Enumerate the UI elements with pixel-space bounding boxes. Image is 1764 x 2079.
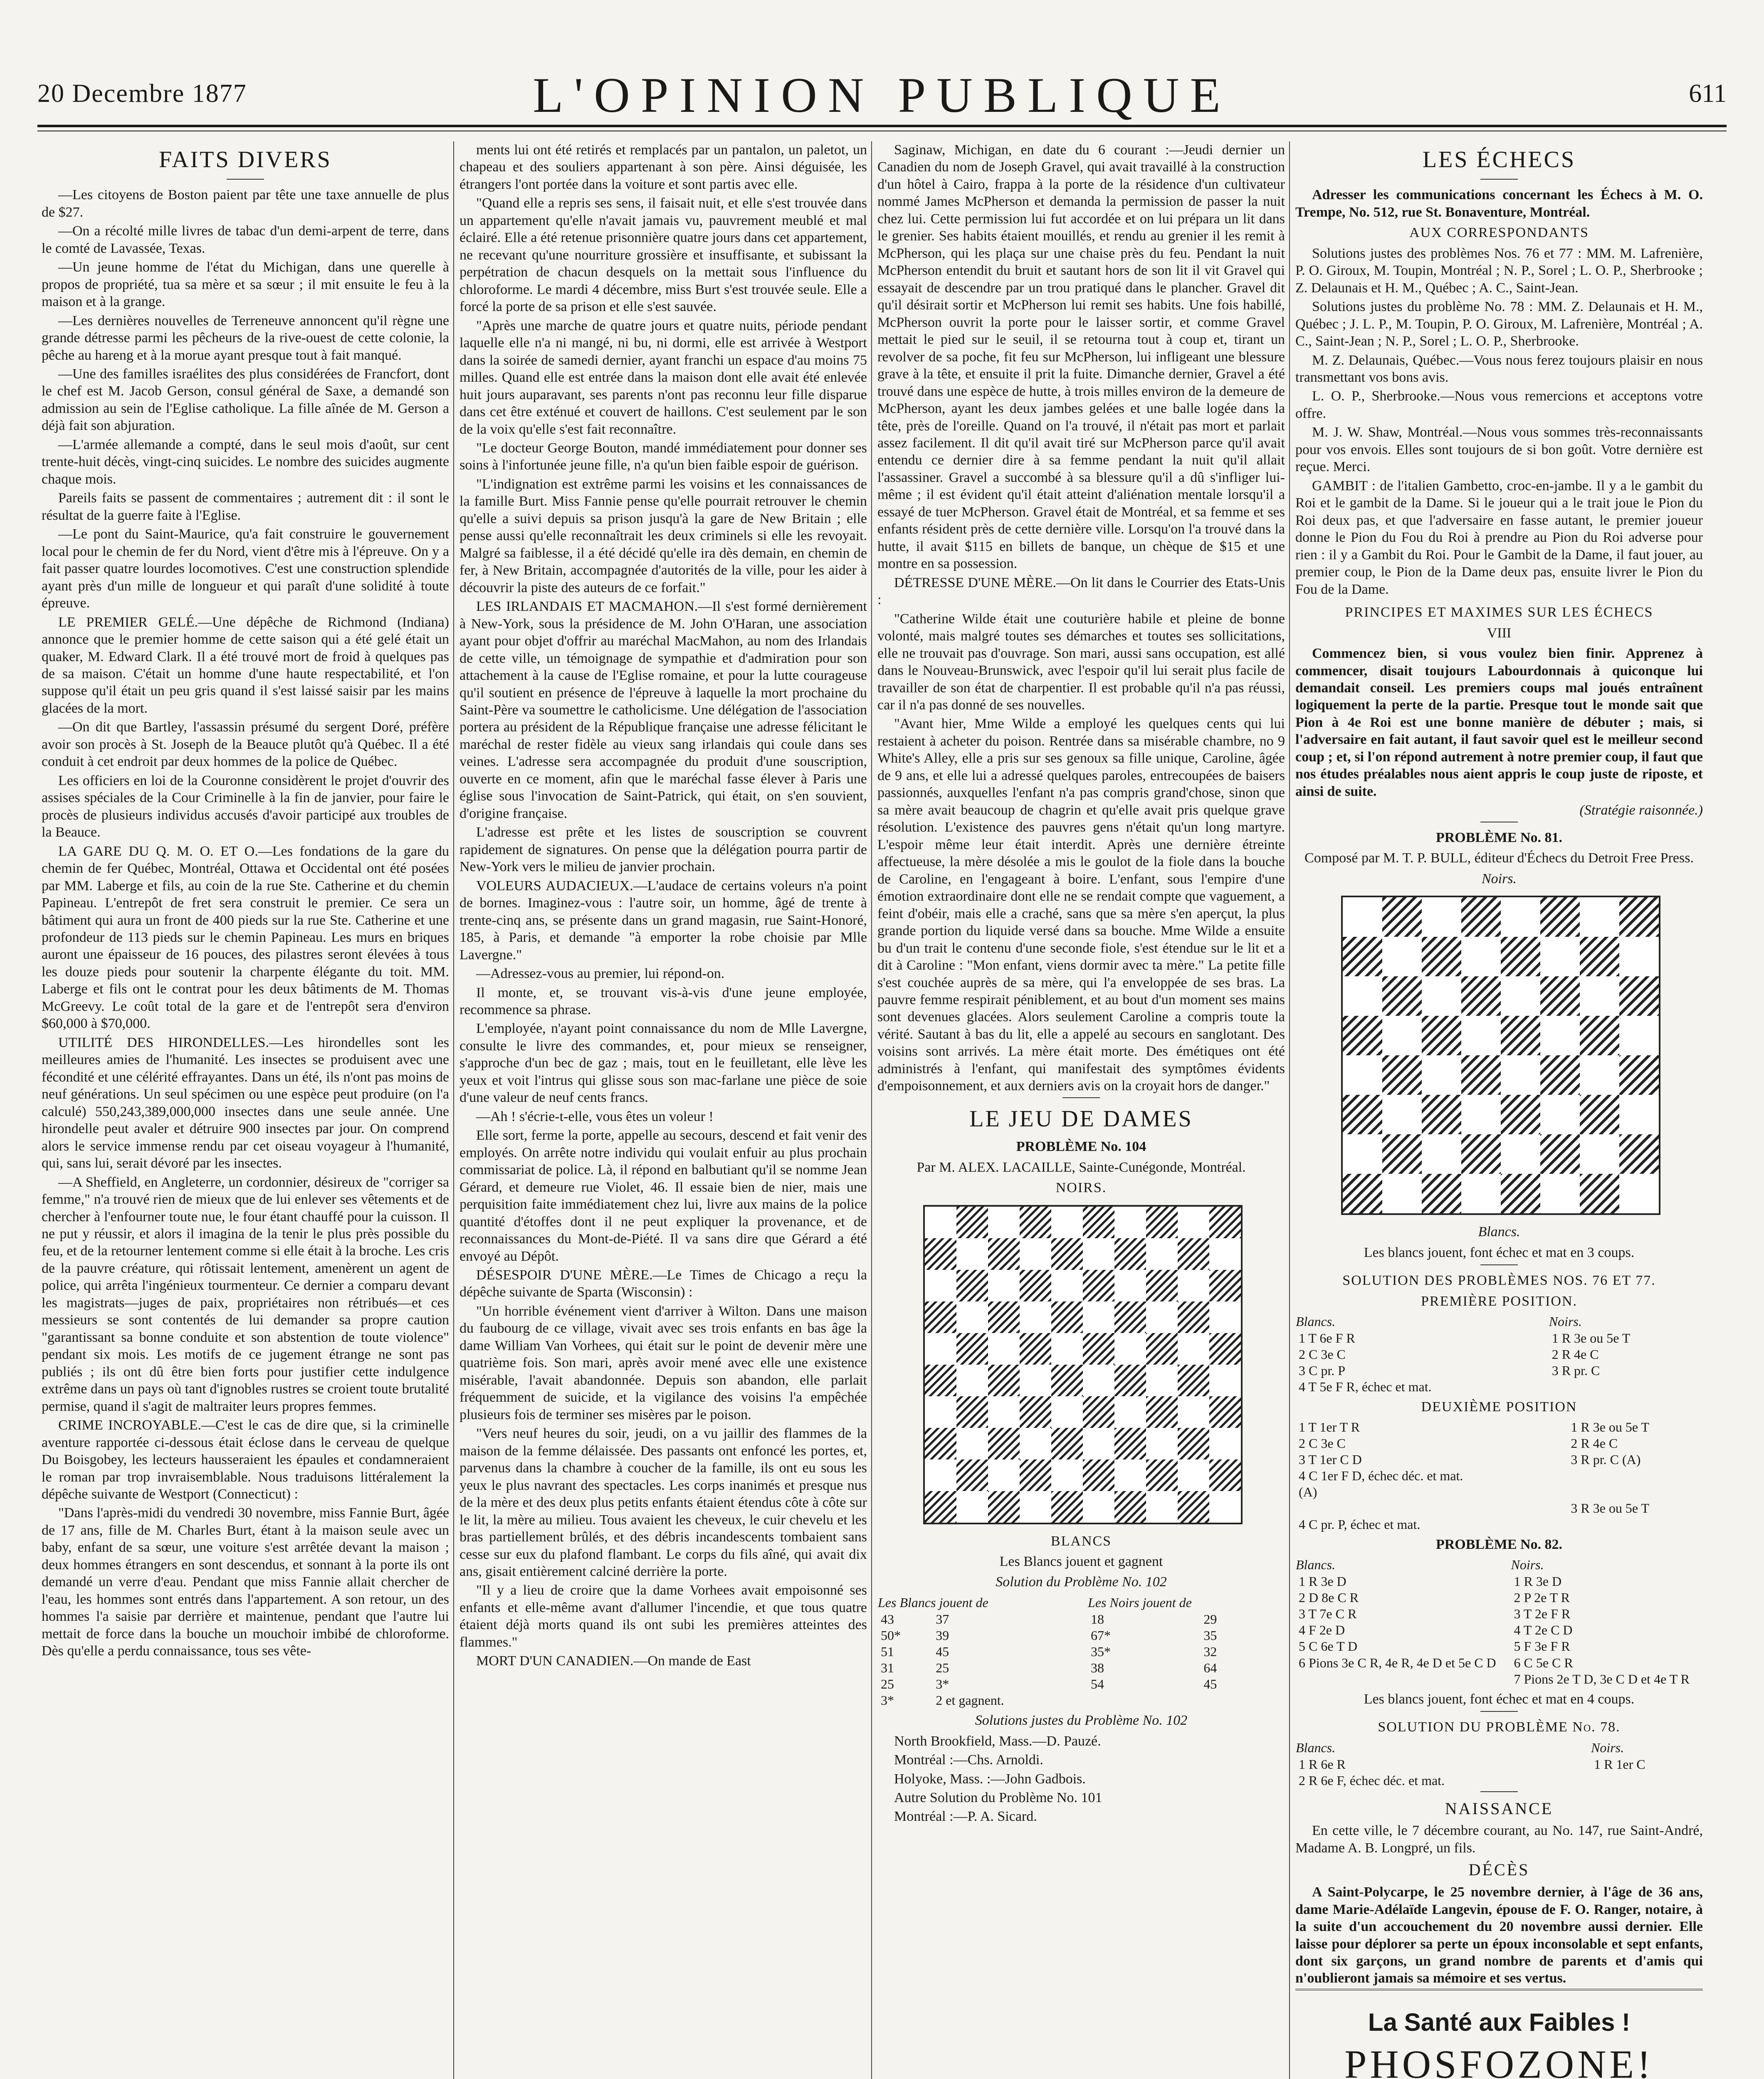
move-row [1295, 1638, 1703, 1654]
board-dark-square [1178, 1301, 1209, 1333]
board-dark-square [1422, 937, 1461, 976]
section-rule [227, 179, 264, 180]
article-paragraph: "Catherine Wilde était une couturière habile et pleine de bonne volonté, mais malgré toutes ses démarches et toutes ses sollicitations, elle ne trouvait pas d'ouvrage. Son mari, aussi sans occupation, est allé dans le Nouveau-Brunswick, avec l'espoir qu'il lui serait plus facile de travailler de son état de charpentier. Il est probable qu'il n'a pas réussi, car il n'a pas donné de ses nouvelles. [877, 611, 1285, 713]
board-dark-square [925, 1428, 956, 1459]
column-two-body [460, 141, 867, 1670]
article-paragraph: GAMBIT : de l'italien Gambetto, croc-en-jambe. Il y a le gambit du Roi et le gambit de la Dame. Si le joueur qui a le trait joue le Pion du Roi deux pas, et que l'adversaire en fasse autant, le premier joueur donne le Pion du Fou du Roi à prendre au Pion du Roi adverse pour rien : il y a Gambit du Roi. Pour le Gambit de la Dame, il faut jouer, au premier coup, le Pion de la Dame deux pas, ensuite livrer le Pion du Fou de la Dame. [1295, 478, 1703, 597]
phosfozone-ad [1295, 1989, 1703, 2079]
board-dark-square [1422, 1174, 1461, 1213]
move-cell: 45 [936, 1644, 949, 1659]
dames-head-left: Les Blancs jouent de [878, 1595, 988, 1610]
move-cell: 3 R pr. C [1552, 1363, 1600, 1378]
move-cell: 4 F 2e D [1299, 1622, 1345, 1638]
move-row [1295, 1590, 1703, 1606]
page-number: 611 [1689, 79, 1727, 108]
move-cell: 4 C pr. P, échec et mat. [1299, 1516, 1421, 1532]
board-dark-square [1343, 1095, 1382, 1134]
board-dark-square [1382, 1055, 1422, 1095]
problem-81-author: Composé par M. T. P. BULL, éditeur d'Échecs du Detroit Free Press. [1304, 850, 1694, 866]
move-cell: 45 [1203, 1677, 1217, 1692]
column-echecs [1295, 141, 1703, 2079]
dames-solution-title: Solution du Problème No. 102 [996, 1574, 1167, 1590]
move-row [1295, 1452, 1703, 1468]
move-row [1295, 1655, 1703, 1671]
deces-title: DÉCÈS [1468, 1860, 1530, 1879]
col-noirs: Noirs. [1549, 1314, 1582, 1329]
board-dark-square [1051, 1301, 1083, 1333]
echecs-address: Adresser les communications concernant les Échecs à M. O. Trempe, No. 512, rue St. Bonaventure, Montréal. [1295, 187, 1703, 220]
col-noirs: Noirs. [1591, 1740, 1624, 1755]
board-dark-square [1083, 1270, 1114, 1301]
board-dark-square [1501, 1174, 1540, 1213]
move-cell: 3 R 3e ou 5e T [1571, 1500, 1650, 1516]
move-row [1295, 1516, 1703, 1533]
board-dark-square [1619, 1134, 1659, 1174]
article-paragraph: —Adressez-vous au premier, lui répond-on. [476, 966, 725, 982]
second-position-table [1295, 1419, 1703, 1533]
article-paragraph: Solutions justes des problèmes Nos. 76 et 77 : MM. M. Lafrenière, P. O. Giroux, M. Toupin, Montréal ; N. P., Sorel ; L. O. P., Sherbrooke ; Z. Delaunais et H. M., Québec ; A. C., Saint-Jean. [1295, 245, 1703, 296]
board-dark-square [988, 1365, 1020, 1396]
solution-78-table [1295, 1739, 1703, 1789]
move-cell: 3 R pr. C (A) [1571, 1452, 1641, 1467]
dames-problem-author: Par M. ALEX. LACAILLE, Sainte-Cunégonde, Montréal. [917, 1159, 1246, 1175]
correspondants-body [1295, 245, 1703, 598]
board-dark-square [925, 1301, 956, 1333]
article-paragraph: —Ah ! s'écrie-t-elle, vous êtes un voleur ! [476, 1109, 714, 1124]
move-cell: 35 [1203, 1627, 1217, 1643]
board-dark-square [1146, 1459, 1178, 1491]
move-cell: 35* [1091, 1644, 1111, 1659]
board-dark-square [1020, 1270, 1051, 1301]
ad-title: La Santé aux Faibles ! [1368, 2008, 1631, 2036]
move-cell [1567, 1468, 1703, 1484]
board-dark-square [1051, 1238, 1083, 1270]
board-dark-square [1020, 1459, 1051, 1491]
board-dark-square [1580, 1174, 1619, 1213]
board-dark-square [1540, 976, 1580, 1016]
column-divider [871, 141, 872, 2079]
correspondants-title: AUX CORRESPONDANTS [1409, 225, 1589, 241]
board-dark-square [1461, 1134, 1501, 1174]
section-title-dames: LE JEU DE DAMES [969, 1106, 1193, 1132]
naissance-title: NAISSANCE [1445, 1799, 1554, 1818]
article-paragraph: MORT D'UN CANADIEN.—On mande de East [476, 1653, 751, 1669]
board-dark-square [956, 1396, 988, 1428]
board-dark-square [1540, 1055, 1580, 1095]
board-dark-square [1501, 1016, 1540, 1055]
board-bottom-label: BLANCS [1050, 1533, 1112, 1549]
move-cell: 31 [881, 1660, 894, 1676]
move-cell: 50* [881, 1627, 901, 1643]
column-three-body [877, 141, 1285, 1095]
board-dark-square [1209, 1270, 1241, 1301]
move-cell: 2 C 3e C [1299, 1347, 1346, 1362]
article-paragraph: ments lui ont été retirés et remplacés par un pantalon, un paletot, un chapeau et des souliers appartenant à son père. Ainsi déguisée, les étrangers l'ont portée dans la voiture et sont partis avec elle. [460, 142, 867, 192]
board-dark-square [1020, 1333, 1051, 1365]
checkers-board-svg [923, 1205, 1243, 1524]
article-paragraph: "Après une marche de quatre jours et quatre nuits, période pendant laquelle elle n'a ni mangé, ni bu, ni dormi, elle est arrivée à Westport dans la soirée de samedi dernier, ayant franchi un espace d'au moins 75 milles. Quand elle est entrée dans la maison dont elle avait été enlevée huit jours auparavant, ses parents n'ont pas reconnu leur fille disparue dans cet être exténué et couvert de haillons. C'est seulement par le son de la voix qu'elle s'est fait reconnaître. [460, 318, 867, 437]
move-cell [1295, 1671, 1510, 1687]
board-dark-square [925, 1491, 956, 1523]
dames-moves-table [877, 1594, 1285, 1709]
first-position-table [1295, 1313, 1703, 1395]
move-row [1295, 1671, 1703, 1687]
article-paragraph: North Brookfield, Mass.—D. Pauzé. [894, 1733, 1101, 1749]
article-paragraph: M. Z. Delaunais, Québec.—Vous nous ferez toujours plaisir en nous transmettant vos bons avis. [1295, 352, 1703, 385]
move-cell: 2 R 4e C [1571, 1435, 1618, 1451]
article-paragraph: Pareils faits se passent de commentaires ; autrement dit : il sont le résultat de la guerre faite à l'Eglise. [42, 490, 449, 523]
article-paragraph: L'employée, n'ayant point connaissance du nom de Mlle Lavergne, consulte le livre des commandes, et, pour mieux se renseigner, s'approche d'un bec de gaz ; mais, tout en le feuilletant, elle lève les yeux et voit l'intrus qui glisse sous son mac-farlane une pièce de soie d'une valeur de neuf cents francs. [460, 1021, 867, 1106]
board-dark-square [1114, 1428, 1146, 1459]
board-dark-square [1619, 897, 1659, 937]
board-dark-square [1343, 1016, 1382, 1055]
chess-board [1341, 896, 1657, 1215]
board-dark-square [1146, 1396, 1178, 1428]
board-dark-square [1083, 1396, 1114, 1428]
article-paragraph: DÉSESPOIR D'UNE MÈRE.—Le Times de Chicago a reçu la dépêche suivante de Sparta (Wisconsin) : [460, 1267, 867, 1300]
article-paragraph: —Un jeune homme de l'état du Michigan, dans une querelle à propos de propriété, tua sa mère et sa sœur ; il mit ensuite le feu à la maison et à la grange. [42, 259, 449, 310]
move-cell: 25 [881, 1677, 894, 1692]
principes-number: VIII [1487, 625, 1512, 641]
move-row [1295, 1622, 1703, 1638]
article-paragraph: Solutions justes du problème No. 78 : MM. Z. Delaunais et H. M., Québec ; J. L. P., M. Toupin, P. O. Giroux, M. Lafrenière, Montréal ; A. C., Saint-Jean ; N. P., Sorel ; L. O. P., Sherbrooke. [1295, 299, 1703, 349]
move-cell: 1 T 1er T R [1299, 1419, 1360, 1435]
move-cell: (A) [1299, 1484, 1317, 1499]
article-paragraph: —A Sheffield, en Angleterre, un cordonnier, désireux de "corriger sa femme," n'a trouvé rien de mieux que de lui enlever ses vêtements et de chercher à l'enfourner toute nue, le four étant chauffé pour la cuisson. Il ne put y réussir, et alors il imagina de la tenir le plus près possible du feu, et de la retourner lentement comme si elle était à la broche. Les cris de la pauvre créature, qui rôtissait lentement, amenèrent un agent de police, qui arrêta l'ingénieux tourmenteur. Ce dernier a comparu devant les magistrats—juges de paix, propriétaires non rétribués—et ces messieurs se sont contentés de lui demander sa propre caution "garantissant sa bonne conduite et son abstention de toute violence" pendant six mois. Les motifs de ce jugement étrange ne sont pas publiés ; ils ont dû être bien forts pour justifier cette indulgence extrême dans un pays où tant d'ignobles rustres se croient toute brutalité permise, quand il s'agit de maltraiter leurs propres femmes. [42, 1174, 449, 1414]
board-dark-square [1382, 897, 1422, 937]
move-cell: 2 R 6e F, échec déc. et mat. [1299, 1773, 1445, 1788]
move-cell: 2 C 3e C [1299, 1435, 1346, 1451]
principes-text: Commencez bien, si vous voulez bien finir. Apprenez à commencer, disait toujours Labourdonnais à quiconque lui demandait conseil. Les premiers coups mal joués entraînent logiquement la perte de la partie. Presque tout le monde sait que Pion à 4e Roi est une bonne manière de débuter ; mais, si l'adversaire en fait autant, il faut savoir quel est le meilleur second coup ; et, si l'on répond autrement à notre premier coup, il faut que nos études préalables nous aient appris le coup juste de riposte, et ainsi de suite. [1295, 646, 1703, 799]
board-dark-square [988, 1491, 1020, 1523]
board-dark-square [1501, 937, 1540, 976]
board-dark-square [1146, 1333, 1178, 1365]
board-dark-square [925, 1365, 956, 1396]
col-noirs: Noirs. [1511, 1557, 1544, 1573]
board-dark-square [1209, 1333, 1241, 1365]
board-dark-square [1382, 976, 1422, 1016]
board-dark-square [988, 1238, 1020, 1270]
issue-date: 20 Decembre 1877 [37, 79, 247, 108]
move-row [1295, 1363, 1703, 1379]
board-dark-square [1580, 937, 1619, 976]
section-rule [1062, 1097, 1100, 1098]
article-paragraph: "Quand elle a repris ses sens, il faisait nuit, et elle s'est trouvée dans un appartement qu'elle n'avait jamais vu, pauvrement meublé et mal éclairé. Elle a été retenue prisonnière quatre jours dans cet appartement, ne recevant qu'une nourriture grossière et insuffisante, et subissant la perpétration de chacun desquels on la mettait sous l'influence du chloroforme. Le mardi 4 décembre, miss Burt s'est trouvée seule. Elle a forcé la porte de sa prison et elle s'est sauvée. [460, 195, 867, 315]
move-cell [1200, 1692, 1285, 1709]
board-dark-square [988, 1301, 1020, 1333]
board-dark-square [1540, 1134, 1580, 1174]
article-paragraph: —On dit que Bartley, l'assassin présumé du sergent Doré, préfère avoir son procès à St. Joseph de la Beauce plutôt qu'à Québec. Il a été conduit à cet endroit par deux hommes de la police de Québec. [42, 719, 449, 770]
board-dark-square [1580, 1095, 1619, 1134]
article-paragraph: "Le docteur George Bouton, mandé immédiatement pour donner ses soins à l'infortunée jeune fille, n'a qu'un bien faible espoir de guérison. [460, 440, 867, 473]
board-dark-square [1114, 1238, 1146, 1270]
move-cell: 3* [881, 1693, 894, 1708]
section-title-faits-divers: FAITS DIVERS [159, 147, 332, 173]
move-cell: 1 R 3e ou 5e T [1571, 1419, 1650, 1435]
chess-board-svg [1341, 896, 1660, 1215]
article-paragraph: L. O. P., Sherbrooke.—Nous vous remercions et acceptons votre offre. [1295, 388, 1703, 421]
move-cell: 32 [1203, 1644, 1217, 1659]
move-row [877, 1660, 1285, 1676]
article-paragraph: DÉTRESSE D'UNE MÈRE.—On lit dans le Courrier des Etats-Unis : [877, 575, 1285, 608]
board-top-label: NOIRS. [1055, 1180, 1107, 1196]
article-paragraph: Autre Solution du Problème No. 101 [894, 1790, 1102, 1805]
problem-82-table [1295, 1556, 1703, 1687]
move-row [1295, 1773, 1703, 1789]
board-dark-square [988, 1428, 1020, 1459]
problem-82-caption: Les blancs jouent, font échec et mat en 4 coups. [1364, 1691, 1635, 1707]
first-position-label: PREMIÈRE POSITION. [1421, 1293, 1578, 1309]
move-cell: 39 [936, 1627, 949, 1643]
board-dark-square [956, 1207, 988, 1238]
col-blancs: Blancs. [1296, 1557, 1336, 1573]
move-row [1295, 1606, 1703, 1622]
second-position-label: DEUXIÈME POSITION [1421, 1399, 1577, 1415]
move-cell: 51 [881, 1644, 894, 1659]
principes-source: (Stratégie raisonnée.) [1579, 802, 1703, 818]
move-cell: 2 D 8e C R [1299, 1590, 1359, 1605]
move-row [1295, 1379, 1703, 1395]
board-dark-square [1051, 1491, 1083, 1523]
move-cell [1567, 1484, 1703, 1500]
move-cell: 67* [1091, 1627, 1111, 1643]
board-dark-square [1146, 1207, 1178, 1238]
move-row [877, 1692, 1285, 1709]
dames-solutions-title: Solutions justes du Problème No. 102 [975, 1713, 1188, 1728]
article-paragraph: —Une des familles israélites des plus considérées de Francfort, dont le chef est M. Jacob Gerson, consul général de Saxe, a demandé son admission au sein de l'Eglise catholique. La fille aînée de M. Gerson a déjà fait son abjuration. [42, 366, 449, 434]
article-paragraph: "Dans l'après-midi du vendredi 30 novembre, miss Fannie Burt, âgée de 17 ans, fille de M. Charles Burt, étant à la maison seule avec un baby, enfant de sa sœur, une voiture s'est arrêtée devant la maison ; deux hommes étrangers en sont descendus, et sonnant à la porte ils ont demandé un verre d'eau. Pendant que miss Fannie allait chercher de l'eau, les hommes sont entrés dans l'appartement. A son retour, un des hommes l'a saisie par derrière et maintenue, pendant que l'autre lui mettait de force dans la bouche un mouchoir imbibé de chloroforme. Dès qu'elle a perdu connaissance, tous ses vête- [42, 1505, 449, 1659]
board-dark-square [1343, 937, 1382, 976]
dames-caption: Les Blancs jouent et gagnent [999, 1553, 1163, 1569]
move-cell: 3 T 1er C D [1299, 1452, 1362, 1467]
move-cell: 7 Pions 2e T D, 3e C D et 4e T R [1514, 1671, 1690, 1686]
board-dark-square [1540, 897, 1580, 937]
move-row [1295, 1435, 1703, 1452]
article-paragraph: —L'armée allemande a compté, dans le seul mois d'août, sur cent trente-huit décès, vingt-cinq suicides. Le nombre des suicides augmente chaque mois. [42, 437, 449, 487]
board-dark-square [1114, 1301, 1146, 1333]
article-paragraph: LES IRLANDAIS ET MACMAHON.—Il s'est formé dernièrement à New-York, sous la présidence de M. John O'Haran, une association ayant pour objet d'offrir au maréchal MacMahon, au nom des Irlandais de cette ville, un témoignage de sympathie et d'admiration pour son attachement à la cause de l'Eglise romaine, et pour la lutte courageuse qu'il soutient en présence de l'épreuve à laquelle la mort prochaine du Saint-Père va soumettre le catholicisme. Une délégation de l'association portera au président de la République française une adresse félicitant le maréchal de rester fidèle au vieux sang irlandais qui coule dans ses veines. L'adresse sera accompagnée du produit d'une souscription, ouverte en ce moment, afin que le maréchal fasse élever à Paris une église sous l'invocation de Saint-Patrick, qui était, on s'en souvient, d'origine française. [460, 599, 867, 821]
move-cell: 54 [1091, 1677, 1104, 1692]
board-dark-square [1114, 1365, 1146, 1396]
dames-solutions-list [877, 1733, 1285, 1825]
article-paragraph: Les officiers en loi de la Couronne considèrent le projet d'ouvrir des assises spéciales de la Cour Criminelle à la fin de janvier, pour faire le procès de plusieurs individus accusés d'avoir participé aux troubles de la Beauce. [42, 773, 449, 840]
move-cell: 4 T 2e C D [1514, 1622, 1573, 1638]
faits-divers-body [42, 186, 449, 1659]
dames-problem-number: PROBLÈME No. 104 [1016, 1139, 1146, 1155]
article-paragraph: Montréal :—Chs. Arnoldi. [894, 1752, 1043, 1768]
chess-bottom-label: Blancs. [1478, 1224, 1520, 1240]
article-paragraph: "L'indignation est extrême parmi les voisins et les connaissances de la famille Burt. Miss Fannie pense qu'elle pourrait retrouver le chemin qu'elle a suivi depuis sa prison jusqu'à la gare de New Britain ; elle pense aussi qu'elle reconnaîtrait les deux criminels si elle les revoyait. Malgré sa faiblesse, il a été décidé qu'elle ira dès demain, en chemin de fer, à New Britain, accompagnée d'autorités de la ville, pour les aider à découvrir la piste des auteurs de ce forfait." [460, 476, 867, 595]
move-cell: 3* [936, 1677, 949, 1692]
article-paragraph: "Un horrible événement vient d'arriver à Wilton. Dans une maison du faubourg de ce village, vivait avec ses trois enfants en bas âge la dame William Van Vorhees, qui était sur le point de devenir mère une quatrième fois. Son mari, après avoir mené avec elle une existence misérable, l'avait abandonnée. Depuis son abandon, elle parlait fréquemment de suicide, et la vigilance des voisins l'a empêchée plusieurs fois de terminer ses misères par le poison. [460, 1303, 867, 1422]
move-cell: 1 R 6e R [1299, 1756, 1346, 1772]
move-cell: 1 R 3e ou 5e T [1552, 1331, 1631, 1346]
board-dark-square [1461, 976, 1501, 1016]
deces-text: A Saint-Polycarpe, le 25 novembre dernier, à l'âge de 36 ans, dame Marie-Adélaïde Langevin, épouse de F. O. Ranger, notaire, à la suite d'un accouchement du 20 novembre aussi dernier. Elle laisse pour déplorer sa perte un époux inconsolable et sept enfants, dont six garçons, un grand nombre de parents et d'amis qui n'oublieront jamais sa mémoire et ses vertus. [1295, 1884, 1703, 1986]
board-dark-square [1114, 1491, 1146, 1523]
article-paragraph: Holyoke, Mass. :—John Gadbois. [894, 1771, 1086, 1787]
move-cell: 4 C 1er F D, échec déc. et mat. [1299, 1468, 1463, 1483]
move-cell: 3 T 7e C R [1299, 1606, 1357, 1622]
section-rule [1480, 1711, 1518, 1712]
board-dark-square [1051, 1365, 1083, 1396]
board-dark-square [1580, 1016, 1619, 1055]
move-cell: 3 C pr. P [1299, 1363, 1346, 1378]
article-paragraph: —Les dernières nouvelles de Terreneuve annoncent qu'il règne une grande détresse parmi les pêcheurs de la rive-ouest de cette colonie, la pêche au hareng et à la morue ayant presque tout à fait manqué. [42, 313, 449, 363]
board-dark-square [1422, 1095, 1461, 1134]
move-cell: 3 T 2e F R [1514, 1606, 1571, 1622]
section-rule [1480, 1791, 1518, 1792]
board-dark-square [1382, 1134, 1422, 1174]
board-dark-square [1051, 1428, 1083, 1459]
chess-top-label: Noirs. [1481, 871, 1517, 886]
move-row [1295, 1756, 1703, 1773]
article-paragraph: CRIME INCROYABLE.—C'est le cas de dire que, si la criminelle aventure rapportée ci-dessous était éclose dans le cerveau de quelque Du Boisgobey, les lecteurs hausseraient les épaules et condamneraient le roman par trop invraisemblable. Nous traduisons littéralement la dépêche suivante de Westport (Connecticut) : [42, 1417, 449, 1502]
column-two [460, 141, 867, 2079]
move-row [1295, 1500, 1703, 1516]
newspaper-title: L'OPINION PUBLIQUE [533, 67, 1231, 123]
article-paragraph: —Le pont du Saint-Maurice, qu'a fait construire le gouvernement local pour le chemin de fer du Nord, vient d'être mis à l'épreuve. On y a fait passer quatre lourdes locomotives. C'est une construction splendide ayant près d'un mille de longueur et qui paraît d'une solidité à toute épreuve. [42, 526, 449, 611]
col-blancs: Blancs. [1296, 1740, 1336, 1755]
move-cell: 1 R 3e D [1299, 1574, 1346, 1589]
article-paragraph: Elle sort, ferme la porte, appelle au secours, descend et fait venir des employés. On arrête notre individu qui voulait enfuir au plus prochain commissariat de police. Là, il répond en balbutiant qu'il se nomme Jean Gérard, et demeure rue Violet, 46. Il essaie bien de nier, mais une perquisition faite immédiatement chez lui, livre aux mains de la police quantité d'étoffes dont il ne peut expliquer la provenance, et de reconnaissances du Mont-de-Piété. Il va sans dire que Gérard a été envoyé au Dépôt. [460, 1128, 867, 1264]
article-paragraph: —On a récolté mille livres de tabac d'un demi-arpent de terre, dans le comté de Lavassée, Texas. [42, 223, 449, 256]
solution-78-title: SOLUTION DU PROBLÈME No. 78. [1378, 1719, 1621, 1735]
problem-82-title: PROBLÈME No. 82. [1435, 1536, 1563, 1552]
move-row [1295, 1573, 1703, 1590]
move-row [877, 1627, 1285, 1644]
article-paragraph: —Les citoyens de Boston paient par tête une taxe annuelle de plus de $27. [42, 187, 449, 220]
checkers-board [923, 1205, 1239, 1524]
move-cell: 25 [936, 1660, 949, 1676]
column-divider [1289, 141, 1290, 2079]
move-cell: 2 P 2e T R [1514, 1590, 1570, 1605]
move-cell [1087, 1692, 1200, 1709]
board-dark-square [1020, 1207, 1051, 1238]
column-three [877, 141, 1285, 2079]
move-cell: 1 R 3e D [1514, 1574, 1562, 1589]
move-cell: 6 Pions 3e C R, 4e R, 4e D et 5e C D [1299, 1655, 1496, 1670]
header-rule [37, 125, 1727, 127]
board-dark-square [1178, 1238, 1209, 1270]
col-blancs: Blancs. [1296, 1314, 1336, 1329]
article-paragraph: Saginaw, Michigan, en date du 6 courant :—Jeudi dernier un Canadien du nom de Joseph Gravel, qui avait travaillé à la construction d'un hôtel à Cairo, frappa à la porte de la résidence d'un cultivateur nommé James McPherson et demanda la permission de passer la nuit chez lui. Cette permission lui fut accordée et on lui prépara un lit dans le grenier. Ses habits étaient mouillés, et rendu au grenier il les remit à McPherson, qui les plaça sur une chaise près du feu. Pendant la nuit McPherson entendit du bruit et sautant hors de son lit il vit Gravel qui essayait de descendre par un trou pratiqué dans le plancher. Gravel dit qu'il désirait sortir et McPherson lui remit ses habits. Une fois habillé, McPherson ouvrit la porte pour le laisser sortir, et comme Gravel mettait le pied sur le seuil, il se retourna tout à coup et, tirant un revolver de sa poche, fit feu sur McPherson, lui infligeant une blessure grave à la tête, et ensuite il prit la fuite. Dimanche dernier, Gravel a été trouvé dans une espèce de hutte, à trois milles environ de la demeure de McPherson, ayant les deux jambes gelées et une balle logée dans la tête, près de l'oreille. Quand on l'a trouvé, il n'était pas mort et parlait assez facilement. Il dit qu'il avait tiré sur McPherson parce qu'il avait entendu ce dernier dire à sa femme pendant la nuit qu'il allait l'assassiner. Gravel a succombé à sa blessure qu'il a dû s'infliger lui-même ; il est évident qu'il était atteint d'aliénation mentale lorsqu'il a essayé de tuer McPherson. Gravel était de Montréal, et sa femme et ses enfants résident près de cette dernière ville. Lorsqu'on l'a trouvé dans la hutte, il avait $115 en billets de banque, un chèque de $15 et une montre en sa possession. [877, 142, 1285, 572]
move-cell: 37 [936, 1611, 949, 1627]
move-row [877, 1611, 1285, 1627]
move-cell: 1 R 1er C [1594, 1756, 1645, 1772]
board-dark-square [1461, 1055, 1501, 1095]
dames-head-right: Les Noirs jouent de [1088, 1595, 1192, 1610]
board-dark-square [1461, 897, 1501, 937]
board-dark-square [1422, 1016, 1461, 1055]
move-cell: 2 R 4e C [1552, 1347, 1599, 1362]
move-cell: 43 [881, 1611, 894, 1627]
move-cell: 64 [1203, 1660, 1217, 1676]
section-rule [1480, 1264, 1518, 1265]
article-paragraph: VOLEURS AUDACIEUX.—L'audace de certains voleurs n'a point de bornes. Imaginez-vous : l'autre soir, un homme, âgé de trente à trente-cinq ans, se présente dans un grand magasin, rue Saint-Honoré, 185, à Paris, et demande "à emporter la robe choisie par Mlle Lavergne." [460, 878, 867, 963]
principes-title: PRINCIPES ET MAXIMES SUR LES ÉCHECS [1345, 605, 1653, 620]
board-dark-square [1619, 976, 1659, 1016]
page-header [37, 29, 1727, 125]
move-cell: 2 et gagnent. [936, 1693, 1004, 1708]
move-row [1295, 1468, 1703, 1484]
column-divider [453, 141, 454, 2079]
move-row [877, 1644, 1285, 1660]
move-row [1295, 1346, 1703, 1363]
article-paragraph: Il monte, et, se trouvant vis-à-vis d'une jeune employée, recommence sa phrase. [460, 985, 867, 1017]
move-row [1295, 1484, 1703, 1500]
board-dark-square [1178, 1491, 1209, 1523]
ad-brand: PHOSFOZONE! [1344, 2042, 1654, 2079]
board-dark-square [1209, 1207, 1241, 1238]
board-dark-square [956, 1459, 988, 1491]
board-dark-square [1209, 1396, 1241, 1428]
board-dark-square [1209, 1459, 1241, 1491]
move-row [1295, 1330, 1703, 1346]
article-paragraph: LE PREMIER GELÉ.—Une dépêche de Richmond (Indiana) annonce que le premier homme de cette saison qui a été gelé était un quaker, M. Edward Clark. Il a été trouvé mort de froid à quelques pas de sa maison. C'était un homme d'une haute respectabilité, et l'on suppose qu'il était un peu gris quand il s'est laissé saisir par les mains glacées de la mort. [42, 614, 449, 716]
move-cell [1549, 1379, 1703, 1395]
article-paragraph: M. J. W. Shaw, Montréal.—Nous vous sommes très-reconnaissants pour vos envois. Elles sont toujours de si bon goût. Votre dernière est reçue. Merci. [1295, 425, 1703, 475]
move-row [1295, 1419, 1703, 1435]
column-faits-divers [42, 141, 449, 2079]
article-paragraph: "Il y a lieu de croire que la dame Vorhees avait empoisonné ses enfants et elle-même avant d'allumer l'incendie, et que tous quatre étaient déjà morts quand ils ont subi les premières atteintes des flammes." [460, 1583, 867, 1650]
board-dark-square [1178, 1428, 1209, 1459]
article-paragraph: "Avant hier, Mme Wilde a employé les quelques cents qui lui restaient à acheter du poison. Rentrée dans sa misérable chambre, no 9 White's Alley, elle a pris sur ses genoux sa fille unique, Caroline, âgée de 9 ans, et elle lui a adressé quelques paroles, entrecoupées de baisers passionnés, auxquelles l'enfant n'a pas compris grand'chose, sinon que sa mère avait beaucoup de chagrin et qu'elle avait pris quelque grave résolution. L'existence des pauvres gens n'était qu'un long martyre. L'espoir même leur était interdit. Après une dernière étreinte affectueuse, la mère désolée a mis le goulot de la fiole dans la bouche de Caroline, en l'engageant à boire. L'enfant, sous l'empire d'une émotion extraordinaire dont elle ne se rendait compte que vaguement, a feint d'obéir, mais elle a craché, sans que sa mère s'en aperçut, la plus grande portion du liquide versé dans sa bouche. Mme Wilde a ensuite bu d'un trait le contenu d'une seconde fiole, s'est étendue sur le lit et a dit à Caroline : "Mon enfant, viens dormir avec ta mère." La petite fille s'est couchée auprès de sa mère, qui l'a enveloppée de ses bras. La pauvre femme respirait péniblement, et au bout d'un moment ses mains sont devenues glacées. Alors seulement Caroline a compris toute la vérité. Sautant à bas du lit, elle a appelé au secours en sanglotant. Des voisins sont arrivés. La mère était morte. Des émétiques ont été administrés à l'enfant, qui manifestait des symptômes évidents d'empoisonnement, et aux derniers avis on la croyait hors de danger." [877, 716, 1285, 1094]
board-dark-square [1083, 1459, 1114, 1491]
board-dark-square [956, 1270, 988, 1301]
board-dark-square [925, 1238, 956, 1270]
board-dark-square [1343, 1174, 1382, 1213]
board-dark-square [1020, 1396, 1051, 1428]
section-title-echecs: LES ÉCHECS [1422, 147, 1576, 173]
problem-81-caption: Les blancs jouent, font échec et mat en 3 coups. [1364, 1244, 1635, 1260]
move-cell: 6 C 5e C R [1514, 1655, 1573, 1670]
move-cell [1591, 1773, 1703, 1789]
section-rule [1480, 179, 1518, 180]
move-cell [1567, 1516, 1703, 1533]
problem-81-title: PROBLÈME No. 81. [1435, 830, 1563, 845]
article-paragraph: LA GARE DU Q. M. O. ET O.—Les fondations de la gare du chemin de fer Québec, Montréal, Ottawa et Occidental ont été posées par MM. Laberge et fils, au coin de la rue Ste. Catherine et du chemin Papineau. L'entrepôt de fret sera construit le premier. Ce sera un bâtiment qui aura un front de 400 pieds sur la rue Ste. Catherine et une profondeur de 113 pieds sur le chemin Papineau. Les murs en briques auront une épaisseur de 16 pouces, des pilastres seront élevées à tous les douze pieds pour soutenir la charpente élégante du toit. MM. Laberge et fils ont le contrat pour les deux bâtiments de M. Thomas McGreevy. Le coût total de la gare et de l'entrepôt sera d'environ $60,000 à $70,000. [42, 843, 449, 1032]
board-dark-square [1501, 1095, 1540, 1134]
article-paragraph: Montréal :—P. A. Sicard. [894, 1809, 1037, 1825]
move-row [877, 1676, 1285, 1692]
board-dark-square [1146, 1270, 1178, 1301]
naissance-text: En cette ville, le 7 décembre courant, au No. 147, rue Saint-André, Madame A. B. Longpré, un fils. [1295, 1823, 1703, 1856]
board-dark-square [956, 1333, 988, 1365]
move-cell: 5 C 6e T D [1299, 1639, 1358, 1654]
board-dark-square [1178, 1365, 1209, 1396]
article-paragraph: UTILITÉ DES HIRONDELLES.—Les hirondelles sont les meilleures amies de l'humanité. Les insectes se produisent avec une fécondité et une célérité effrayantes. Dans un été, ils n'ont pas moins de neuf générations. Un seul spécimen ou une espèce peut produire (on l'a calculé) 550,243,389,000,000 insectes dans une seule année. Une hirondelle peut avaler et détruire 900 insectes par jour. On comprend alors le service immense rendu par cet oiseau voyageur à l'humanité, qui, sans lui, serait dévoré par les insectes. [42, 1035, 449, 1171]
move-cell: 18 [1091, 1611, 1104, 1627]
move-cell: 4 T 5e F R, échec et mat. [1299, 1379, 1432, 1395]
move-cell: 5 F 3e F R [1514, 1639, 1570, 1654]
article-paragraph: "Vers neuf heures du soir, jeudi, on a vu jaillir des flammes de la maison de la femme délaissée. Des passants ont enfoncé les portes, et, parvenus dans la chambre à coucher de la famille, ils ont eu sous les yeux le plus navrant des spectacles. Les corps inanimés et presque nus de la mère et des deux plus petits enfants étaient étendus côte à côte sur le lit, la mère au milieu. Tous avaient les cheveux, le cuir chevelu et les bras partiellement brûlés, et des débris incandescents tombaient sans cesse sur eux du plafond flambant. Le corps du fils aîné, qui avait dix ans, gisait entièrement calciné derrière la porte. [460, 1426, 867, 1579]
board-dark-square [1083, 1207, 1114, 1238]
article-paragraph: L'adresse est prête et les listes de souscription se couvrent rapidement de signatures. On pense que la délégation pourra partir de New-York vers le milieu de janvier prochain. [460, 825, 867, 875]
board-dark-square [1083, 1333, 1114, 1365]
move-cell [1295, 1500, 1567, 1516]
board-dark-square [1619, 1055, 1659, 1095]
move-cell: 29 [1203, 1611, 1217, 1627]
move-cell: 38 [1091, 1660, 1104, 1676]
move-cell: 1 T 6e F R [1299, 1331, 1355, 1346]
solutions-76-77-title: SOLUTION DES PROBLÈMES NOS. 76 ET 77. [1342, 1273, 1656, 1289]
